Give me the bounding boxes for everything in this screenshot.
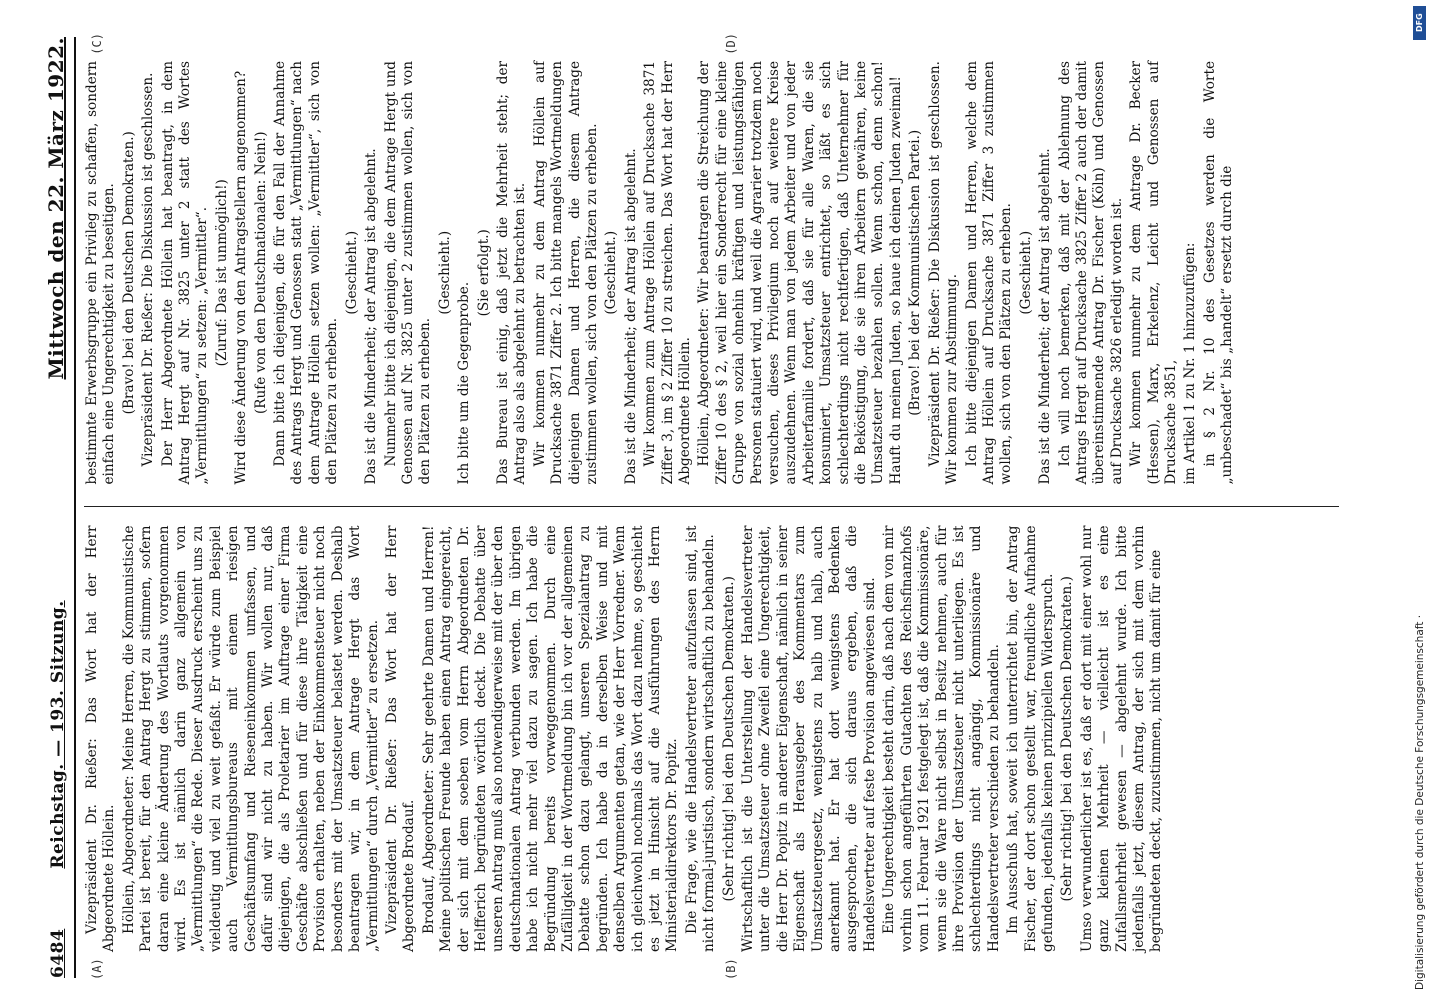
session-date: Mittwoch den 22. März 1922. xyxy=(44,37,68,380)
left-column-paragraph: Wirtschaftlich ist die Unterstellung der Handelsvertreter unter die Umsatzsteuer ohne Zweifel eine Ungerechtigkeit, die Herr Dr. Popitz in anderer Eigenschaft, nämlich in seiner Eigenschaft als Herausgeber des Kommentars zum Umsatzsteuergesetz, wenigstens zu halb und halb, auch anerkannt hat. Er hat dort wenigstens Bedenken ausgesprochen, die sich daraus ergeben, daß die Handelsvertreter auf feste Provision angewiesen sind. xyxy=(740,525,878,952)
right-column-paragraph: bestimmte Erwerbsgruppe ein Privileg zu schaffen, sondern einfach eine Ungerechtigkeit zu beseitigen. xyxy=(84,61,118,485)
right-column-paragraph: (Bravo! bei den Deutschen Demokraten.) xyxy=(120,131,137,415)
right-column-paragraph: Ich bitte diejenigen Damen und Herren, welche dem Antrag Höllein auf Drucksache 3871 Ziffer 3 zustimmen wollen, sich von den Plätzen zu erheben. xyxy=(963,61,1015,485)
right-column-paragraph: im Artikel 1 zu Nr. 1 hinzuzufügen: xyxy=(1182,242,1199,485)
right-column-paragraph: Vizepräsident Dr. Rießer: Die Diskussion ist geschlossen. xyxy=(140,72,157,467)
right-column-paragraph: Wir kommen nunmehr zu dem Antrage Dr. Becker (Hessen), Marx, Erkelenz, Leicht und Genossen auf Drucksache 3851, xyxy=(1128,61,1179,485)
left-column-paragraph: Vizepräsident Dr. Rießer: Das Wort hat der Herr Abgeordnete Brodauf. xyxy=(383,525,418,952)
text-columns xyxy=(84,33,1339,980)
right-column-paragraph: Wird diese Änderung von den Antragstellern angenommen? xyxy=(233,70,250,485)
right-column-paragraph: Der Herr Abgeordnete Höllein hat beantragt, in dem Antrag Hergt auf Nr. 3825 unter 2 statt des Wortes „Vermittlungen“ zu setzen: „Vermittler“. xyxy=(159,61,211,485)
right-column-paragraph: Ich bitte um die Gegenprobe. xyxy=(456,281,473,485)
left-column-paragraph: Im Ausschuß hat, soweit ich unterrichtet bin, der Antrag Fischer, der dort schon gestellt war, freundliche Aufnahme gefunden, jedenfalls keinen prinzipiellen Widerspruch. xyxy=(1005,525,1056,952)
right-column-paragraph: Nunmehr bitte ich diejenigen, die dem Antrage Hergt und Genossen auf Nr. 3825 unter 2 zustimmen wollen, sich von den Plätzen zu erheben. xyxy=(382,61,434,485)
left-column xyxy=(84,508,1339,979)
left-column-paragraph: (Sehr richtig! bei den Deutschen Demokraten.) xyxy=(720,576,737,902)
marker-a: (A) xyxy=(90,958,104,980)
right-column-paragraph: Das ist die Minderheit; der Antrag ist abgelehnt. xyxy=(1037,148,1054,485)
left-column-paragraph: (Sehr richtig! bei den Deutschen Demokraten.) xyxy=(1059,576,1076,902)
right-column-paragraph: (Geschieht.) xyxy=(1017,230,1034,315)
right-column-paragraph: (Geschieht.) xyxy=(603,230,620,315)
right-column-paragraph: Ich will noch bemerken, daß mit der Ablehnung des Antrags Hergt auf Drucksache 3825 Ziffer 2 auch der damit übereinstimmende Antrag Dr. Fischer (Köln) und Genossen auf Drucksache 3826 erledigt worden ist. xyxy=(1056,61,1125,485)
left-column-paragraph: Brodauf, Abgeordneter: Sehr geehrte Damen und Herren! Meine politischen Freunde haben einen Antrag eingereicht, der sich mit dem soeben vom Herrn Abgeordneten Dr. Helfferich begründeten wörtlich deckt. Die Debatte über unseren Antrag muß also notwendigerweise mit der über den deutschnationalen Antrag verbunden werden. Im übrigen habe ich nicht mehr viel dazu zu sagen. Ich habe die Begründung bereits vorweggenommen. Durch eine Zufälligkeit in der Wortmeldung bin ich vor der allgemeinen Debatte schon dazu gelangt, unseren Spezialantrag zu begründen. Ich habe da in derselben Weise und mit denselben Argumenten getan, wie der Herr Vorredner. Wenn ich gleichwohl nochmals das Wort dazu nehme, so geschieht es jetzt in Hinsicht auf die Ausführungen des Herrn Ministerialdirektors Dr. Popitz. xyxy=(420,525,681,952)
right-column-paragraph: Vizepräsident Dr. Rießer: Die Diskussion ist geschlossen. Wir kommen zur Abstimmung. xyxy=(926,61,961,485)
right-column-paragraph: Wir kommen zum Antrage Höllein auf Drucksache 3871 Ziffer 3, im § 2 Ziffer 10 zu streichen. Das Wort hat der Herr Abgeordnete Höllein. xyxy=(642,61,693,485)
left-column-paragraph: Höllein, Abgeordneter: Meine Herren, die Kommunistische Partei ist bereit, für den Antrag Hergt zu stimmen, sofern daran eine kleine Änderung des Wortlauts vorgenommen wird. Es ist nämlich darin ganz allgemein von „Vermittlungen“ die Rede. Dieser Ausdruck erscheint uns zu vieldeutig und viel zu weit gefaßt. Er würde zum Beispiel auch Vermittlungsbureaus mit einem riesigen Geschäftsumfang und Rieseneinkommen umfassen, und dafür sind wir nicht zu haben. Wir wollen nur, daß diejenigen, die als Proletarier im Auftrage einer Firma Geschäfte abschließen und für diese ihre Tätigkeit eine Provision erhalten, neben der Einkommensteuer nicht noch besonders mit der Umsatzsteuer belastet werden. Deshalb beantragen wir, in dem Antrage Hergt das Wort „Vermittlungen“ durch „Vermittler“ zu ersetzen. xyxy=(120,525,381,952)
left-column-paragraph: Eine Ungerechtigkeit besteht darin, daß nach dem von mir vorhin schon angeführten Gutachten des Reichsfinanzhofs vom 11. Februar 1921 festgelegt ist, daß die Kommissionäre, wenn sie die Ware nicht selbst in Besitz nehmen, auch für ihre Provision der Umsatzsteuer nicht unterliegen. Es ist schlechterdings nicht angängig, Kommissionäre und Handelsvertreter verschieden zu behandeln. xyxy=(881,525,1002,952)
dfg-logo: DFG xyxy=(1413,6,1426,40)
right-column-paragraph: Höllein, Abgeordneter: Wir beantragen die Streichung der Ziffer 10 des § 2, weil hier ein Sonderrecht für eine kleine Gruppe von sozial ohnehin kräftigen und leistungsfähigen Personen statuiert wird, und weil die Agrarier trotzdem noch versuchen, dieses Privilegium noch auf weitere Kreise auszudehnen. Wenn man von jedem Arbeiter und von jeder Arbeiterfamilie fordert, daß sie für alle Waren, die sie konsumiert, Umsatzsteuer entrichtet, so läßt es sich schlechterdings nicht rechtfertigen, daß Unternehmer für die Beköstigung, die sie ihren Arbeitern gewähren, keine Umsatzsteuer bezahlen sollen. Wenn schon, denn schon! Hauft du meinen Juden, so haue ich deinen Juden zweimal! xyxy=(696,61,904,485)
left-column-paragraph: Vizepräsident Dr. Rießer: Das Wort hat der Herr Abgeordnete Höllein. xyxy=(84,525,118,952)
right-column-paragraph: Das Bureau ist einig, daß jetzt die Mehrheit steht; der Antrag also als abgelehnt zu betrachten ist. xyxy=(494,61,529,485)
right-column-paragraph: (Geschieht.) xyxy=(343,230,360,315)
page-number: 6484 xyxy=(48,928,68,978)
left-column-paragraph: Die Frage, wie die Handelsvertreter aufzufassen sind, ist nicht formal-juristisch, sondern wirtschaftlich zu behandeln. xyxy=(683,525,718,952)
right-column-paragraph: Das ist die Minderheit; der Antrag ist abgelehnt. xyxy=(363,148,380,485)
right-column xyxy=(84,33,1339,508)
right-column-paragraph: (Zuruf: Das ist unmöglich!) xyxy=(213,179,230,367)
page-header xyxy=(44,37,76,978)
right-column-paragraph: (Geschieht.) xyxy=(436,230,453,315)
document-page xyxy=(30,15,1375,1000)
right-column-paragraph: (Rufe von den Deutschnationalen: Nein!) xyxy=(252,131,269,415)
right-column-paragraph: Dann bitte ich diejenigen, die für den Fall der Annahme des Antrags Hergt und Genossen statt „Vermittlungen“ nach dem Antrage Höllein setzen wollen: „Vermittler“, sich von den Plätzen zu erheben. xyxy=(272,61,341,485)
right-column-paragraph: Wir kommen nunmehr zu dem Antrag Höllein auf Drucksache 3871 Ziffer 2. Ich bitte mangels Wortmeldungen diejenigen Damen und Herren, die diesem Antrage zustimmen wollen, sich von den Plätzen zu erheben. xyxy=(531,61,600,485)
right-column-paragraph: Das ist die Minderheit; der Antrag ist abgelehnt. xyxy=(622,148,639,485)
marker-c: (C) xyxy=(90,33,104,55)
right-column-paragraph: (Sie erfolgt.) xyxy=(475,229,492,317)
session-title: Reichstag. — 193. Sitzung. xyxy=(48,600,68,869)
right-column-paragraph: in § 2 Nr. 10 des Gesetzes werden die Worte „unbeschadet“ bis „handelt“ ersetzt durch die xyxy=(1201,61,1236,485)
marker-b: (B) xyxy=(724,958,738,980)
digitization-sidebar xyxy=(1404,0,1434,1000)
digitization-credit: Digitalisierung gefördert durch die Deutsche Forschungsgemeinschaft · xyxy=(1414,614,1426,990)
marker-d: (D) xyxy=(724,33,738,55)
right-column-paragraph: (Bravo! bei der Kommunistischen Partei.) xyxy=(907,129,924,416)
left-column-paragraph: Umso verwunderlicher ist es, daß er dort mit einer wohl nur ganz kleinen Mehrheit — vielleicht ist es eine Zufallsmehrheit gewesen — abgelehnt wurde. Ich bitte jedenfalls jetzt, diesem Antrag, der sich mit dem vorhin begründeten deckt, zuzustimmen, nicht um damit für eine xyxy=(1078,525,1165,952)
